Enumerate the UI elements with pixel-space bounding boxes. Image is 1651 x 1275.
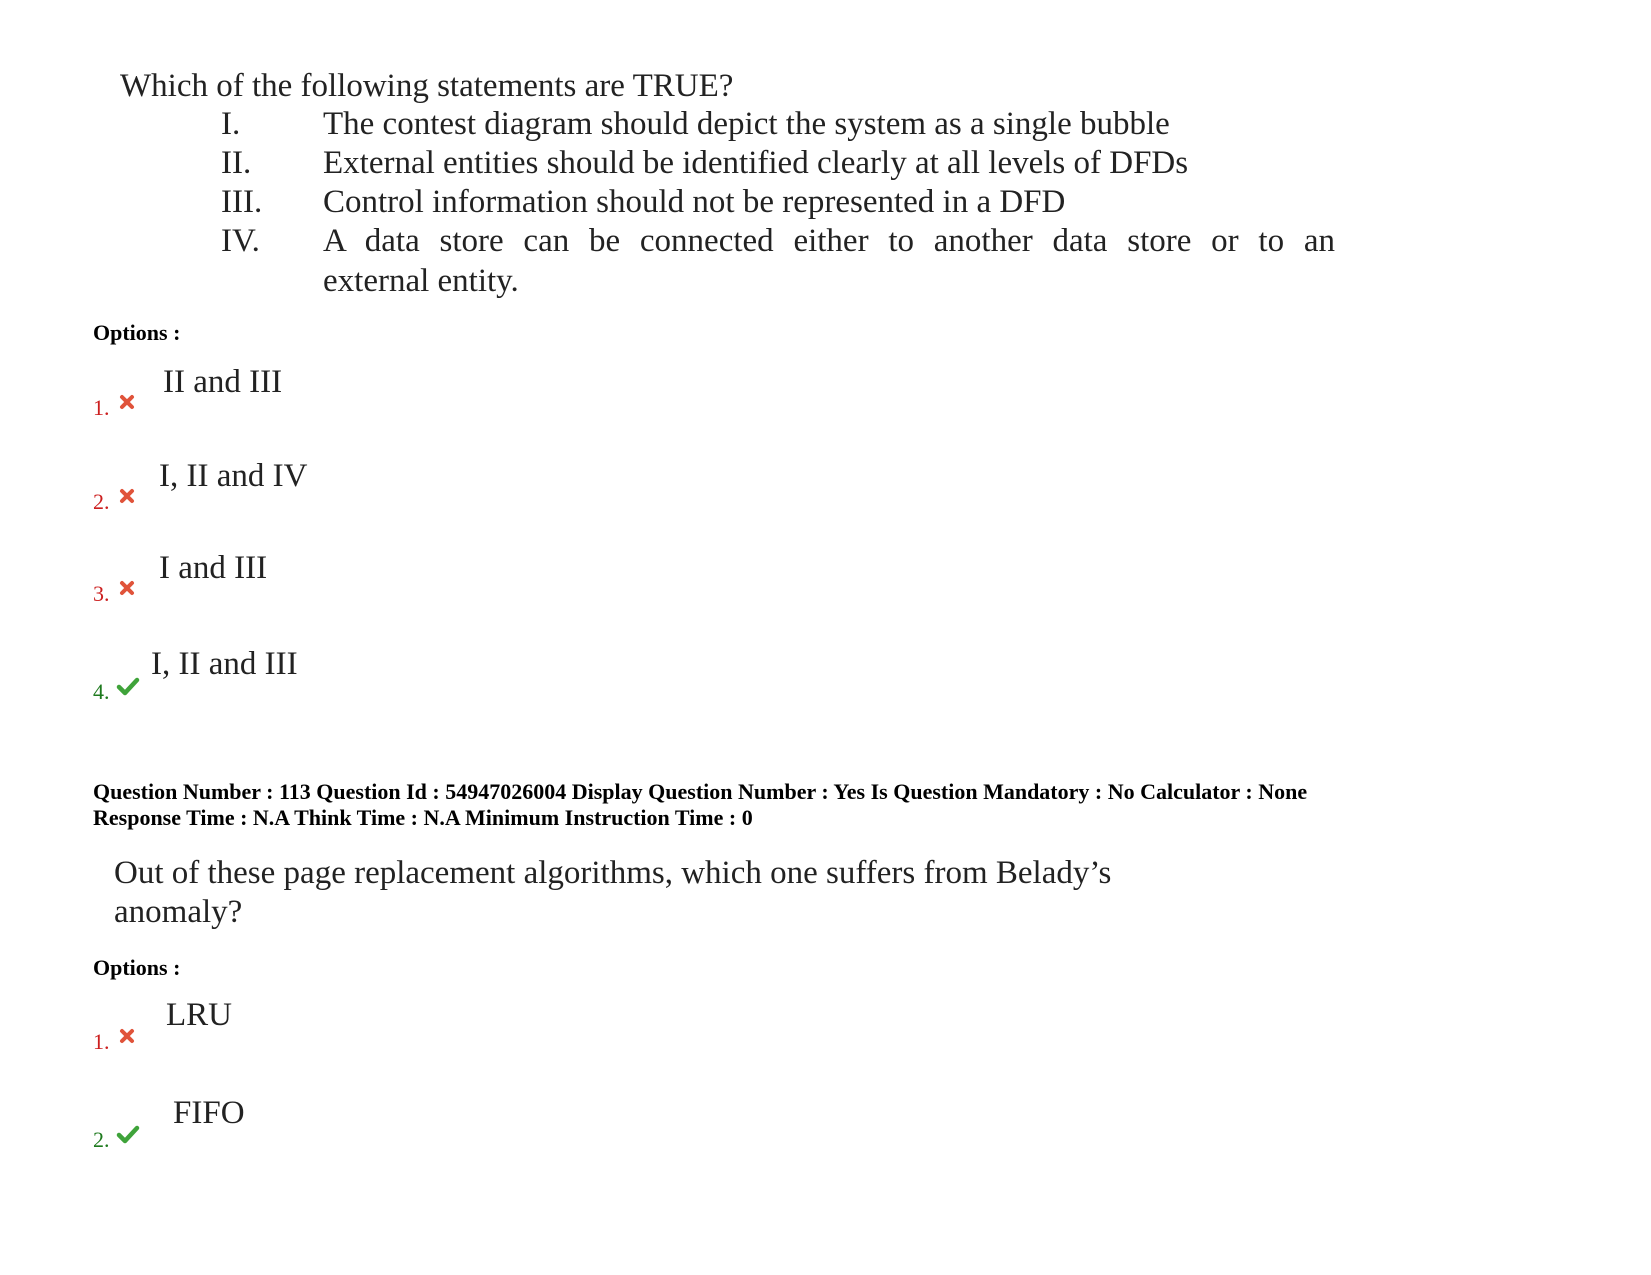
option-number: 3. xyxy=(93,581,110,606)
cross-icon xyxy=(119,394,135,410)
option-number: 2. xyxy=(93,1127,110,1152)
option-number: 4. xyxy=(93,679,110,704)
question-meta-line: Question Number : 113 Question Id : 54947026004 Display Question Number : Yes Is Question Mandatory : No Calculator : None xyxy=(93,779,1308,804)
option-text: I and III xyxy=(159,550,268,586)
option-text: LRU xyxy=(166,997,232,1033)
statement-numeral: I. xyxy=(221,106,241,142)
statement-text: Control information should not be represented in a DFD xyxy=(323,184,1066,220)
cross-icon xyxy=(119,1028,135,1044)
statement-text: External entities should be identified clearly at all levels of DFDs xyxy=(323,145,1189,181)
statement-text: The contest diagram should depict the system as a single bubble xyxy=(323,106,1170,142)
question-prompt: Out of these page replacement algorithms, which one suffers from Belady’s xyxy=(114,855,1112,891)
statement-continuation: external entity. xyxy=(323,263,519,299)
option-number: 1. xyxy=(93,395,110,420)
option-text: II and III xyxy=(163,364,283,400)
check-icon xyxy=(116,1124,140,1144)
question-prompt-continuation: anomaly? xyxy=(114,894,243,930)
options-label: Options : xyxy=(93,955,181,980)
statement-text: A data store can be connected either to another data store or to an xyxy=(323,223,1335,259)
option-text: FIFO xyxy=(173,1095,245,1131)
option-text: I, II and III xyxy=(151,646,298,682)
cross-icon xyxy=(119,488,135,504)
statement-numeral: III. xyxy=(221,184,263,220)
options-label: Options : xyxy=(93,320,181,345)
option-number: 2. xyxy=(93,489,110,514)
question-prompt: Which of the following statements are TRUE? xyxy=(120,68,734,104)
question-meta-line: Response Time : N.A Think Time : N.A Minimum Instruction Time : 0 xyxy=(93,805,753,830)
option-number: 1. xyxy=(93,1029,110,1054)
statement-numeral: II. xyxy=(221,145,252,181)
cross-icon xyxy=(119,580,135,596)
option-text: I, II and IV xyxy=(159,458,308,494)
check-icon xyxy=(116,676,140,696)
statement-numeral: IV. xyxy=(221,223,260,259)
